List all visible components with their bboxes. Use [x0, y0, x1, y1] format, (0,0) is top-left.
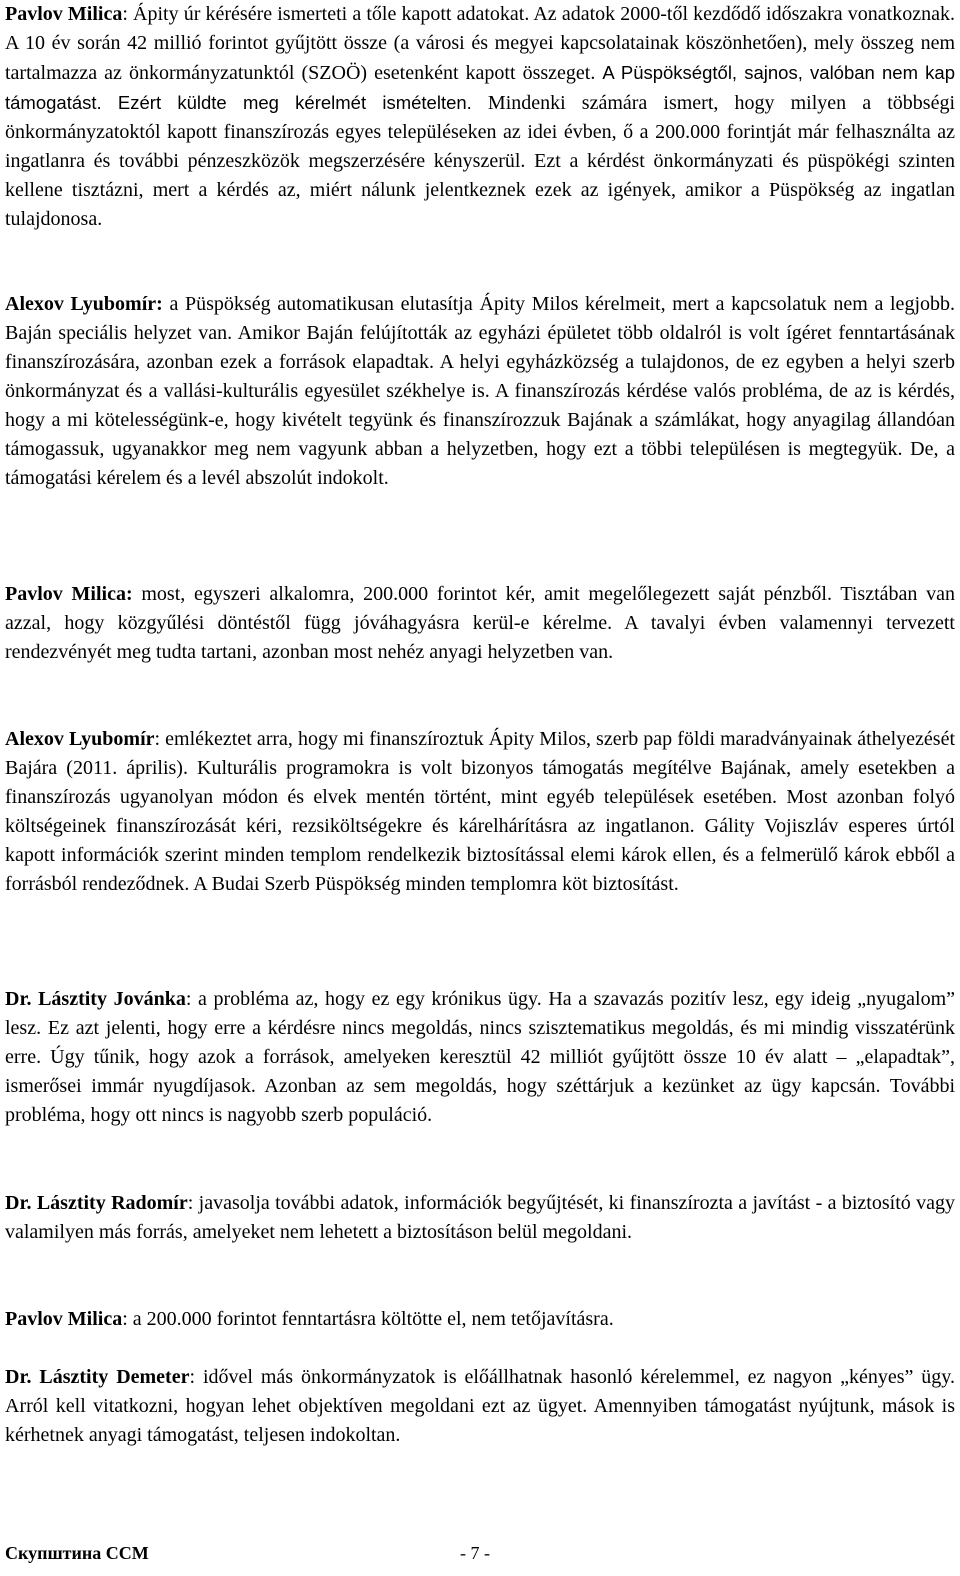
speaker-name: Dr. Lásztity Jovánka [5, 988, 186, 1010]
paragraph-pavlov-milica-2 [5, 580, 955, 667]
paragraph-text: : javasolja további adatok, információk begyűjtését, ki finanszírozta a javítást - a biztosító vagy valamilyen más forrás, amelyeket nem lehetett a biztosításon belül megoldani. [5, 1192, 955, 1243]
paragraph-lasztity-demeter [5, 1363, 955, 1450]
paragraph-text: : emlékeztet arra, hogy mi finanszíroztuk Ápity Milos, szerb pap földi maradványainak áthelyezését Bajára (2011. április). Kulturális programokra is volt bizonyos támogatás megítélve Bajának, amely esetekben a finanszírozás ugyanolyan módon és elvek mentén történt, mint egyéb települések esetében. Most azonban folyó költségeinek finanszírozását kéri, rezsiköltségekre és kárelhárításra az ingatlanon. Gálity Vojiszláv esperes úrtól kapott információk szerint minden templom rendelkezik biztosítással elemi károk ellen, és a felmerülő károk ebből a forrásból rendeződnek. A Budai Szerb Püspökség minden templomra köt biztosítást. [5, 728, 956, 895]
paragraph-lasztity-radomir [5, 1189, 955, 1247]
footer-assembly-name: Скупштина ССМ [5, 1543, 149, 1563]
paragraph-pavlov-milica-3 [5, 1305, 955, 1334]
paragraph-text: : a 200.000 forintot fenntartásra költötte el, nem tetőjavításra. [122, 1308, 614, 1330]
speaker-name: Dr. Lásztity Demeter [5, 1366, 190, 1388]
paragraph-alexov-lyubomir-1 [5, 290, 955, 493]
paragraph-text: : Ápity úr kérésére ismerteti a tőle kapott adatokat. Az adatok 2000-től kezdődő időszakra vonatkoznak. A 10 év során 42 millió forintot gyűjtött össze (a városi és megyei kapcsolatainak köszönhetően), mely összeg nem tartalmazza az önkormányzatunktól (SZOÖ) esetenként kapott összeget. [5, 3, 955, 84]
paragraph-text-sans: A Püspökségtől, sajnos, valóban nem kap támogatást. Ezért küldte meg kérelmét ismételten. [5, 62, 955, 113]
page-number: - 7 - [460, 1543, 490, 1563]
paragraph-text: a Püspökség automatikusan elutasítja Ápity Milos kérelmeit, mert a kapcsolatuk nem a legjobb. Baján speciális helyzet van. Amikor Baján felújították az egyházi épületet több oldalról is volt ígéret fenntartásának finanszírozására, azonban ezek a források elapadtak. A helyi egyházközség a tulajdonos, de ez egyben a helyi szerb önkormányzat és a vallási-kulturális egyesület székhelye is. A finanszírozás kérdése valós probléma, de az is kérdés, hogy a mi kötelességünk-e, hogy kivételt tegyünk és finanszírozzuk Bajának a számlákat, hogy anyagilag állandóan támogassuk, ugyanakkor meg nem vagyunk abban a helyzetben, hogy ezt a többi településen is megtegyük. De, a támogatási kérelem és a levél abszolút indokolt. [5, 293, 955, 489]
paragraph-text: : a probléma az, hogy ez egy krónikus ügy. Ha a szavazás pozitív lesz, egy ideig „nyugalom” lesz. Ez azt jelenti, hogy erre a kérdésre nincs megoldás, nincs szisztematikus megoldás, és mi mindig visszatérünk erre. Úgy tűnik, hogy azok a források, amelyeken keresztül 42 milliót gyűjtött össze 10 év alatt – „elapadtak”, ismerősei immár nyugdíjasok. Azonban az sem megoldás, hogy széttárjuk a kezünket az ügy kapcsán. További probléma, hogy ott nincs is nagyobb szerb populáció. [5, 988, 955, 1126]
speaker-name: Pavlov Milica: [5, 583, 133, 605]
speaker-name: Pavlov Milica [5, 3, 123, 25]
paragraph-alexov-lyubomir-2 [5, 725, 955, 899]
speaker-name: Alexov Lyubomír: [5, 293, 163, 315]
speaker-name: Pavlov Milica [5, 1308, 123, 1330]
paragraph-text: most, egyszeri alkalomra, 200.000 forintot kér, amit megelőlegezett saját pénzből. Tisztában van azzal, hogy közgyűlési döntéstől függ jóváhagyásra kerül-e kérelme. A tavalyi évben valamennyi tervezett rendezvényét meg tudta tartani, azonban most nehéz anyagi helyzetben van. [5, 583, 956, 663]
paragraph-text: Mindenki számára ismert, hogy milyen a többségi önkormányzatoktól kapott finanszírozás egyes településeken az idei évben, ő a 200.000 forintját már felhasználta az ingatlanra és további pénzeszközök megszerzésére kényszerül. Ezt a kérdést önkormányzati és püspökégi szinten kellene tisztázni, mert a kérdés az, miért nálunk jelentkeznek ezek az igények, amikor a Püspökség az ingatlan tulajdonosa. [5, 92, 956, 230]
paragraph-pavlov-milica-1 [5, 0, 955, 234]
paragraph-lasztity-jovanka [5, 985, 955, 1130]
paragraph-text: : idővel más önkormányzatok is előállhatnak hasonló kérelemmel, ez nagyon „kényes” ügy. Arról kell vitatkozni, hogyan lehet objektíven megoldani ezt az ügyet. Amennyiben támogatást nyújtunk, mások is kérhetnek anyagi támogatást, teljesen indokoltan. [5, 1366, 955, 1446]
speaker-name: Dr. Lásztity Radomír [5, 1192, 188, 1214]
speaker-name: Alexov Lyubomír [5, 728, 155, 750]
